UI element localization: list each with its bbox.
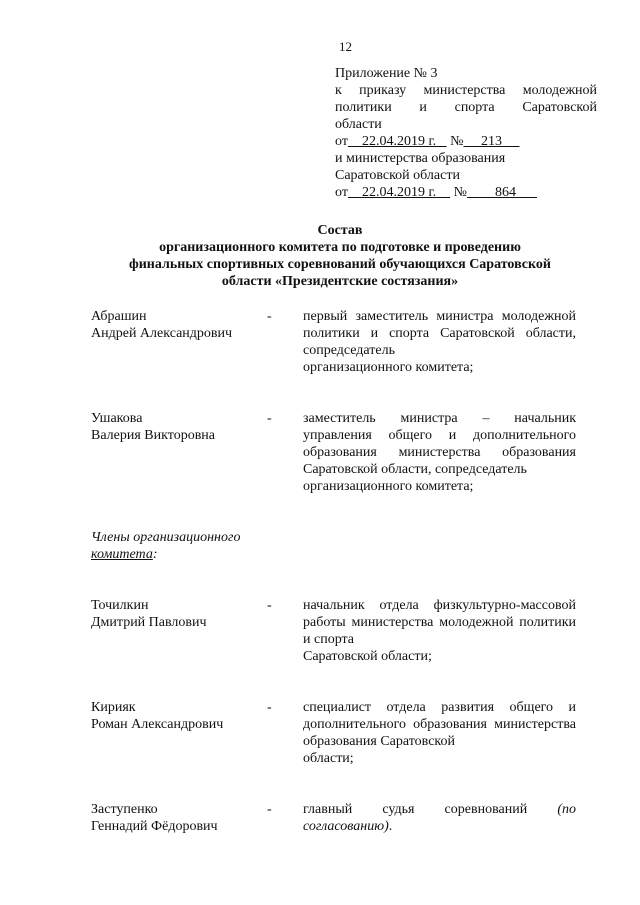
appendix-line-6: Саратовской области [335, 168, 460, 183]
member-role: начальник отдела физкультурно-массовой работы министерства молодежной политики и спорта Саратовской области; [303, 598, 576, 664]
order-2-number: 864 [494, 185, 516, 200]
order-1-prefix: от [335, 134, 348, 149]
member-name: Заступенко Геннадий Фёдорович [91, 802, 218, 834]
member-role: главный судья соревнований (по согласованию). [303, 802, 576, 834]
member-name: Абрашин Андрей Александрович [91, 309, 233, 341]
order-2-date: 22.04.2019 г. [361, 185, 437, 200]
member-row [91, 410, 601, 495]
page-number: 12 [339, 39, 352, 54]
appendix-order-1 [335, 133, 597, 150]
member-role: специалист отдела развития общего и дополнительного образования министерства образования Саратовской области; [303, 700, 576, 766]
heading-line-3: финальных спортивных соревнований обучающихся Саратовской [129, 257, 551, 272]
appendix-line-3: области [335, 117, 382, 132]
member-row [91, 597, 601, 665]
member-row [91, 308, 601, 376]
heading-line-2: организационного комитета по подготовке и проведению [159, 240, 521, 255]
member-role: первый заместитель министра молодежной политики и спорта Саратовской области, сопредседатель организационного комитета; [303, 309, 576, 375]
appendix-order-2 [335, 184, 597, 201]
member-name: Точилкин Дмитрий Павлович [91, 598, 207, 630]
appendix-line-1: к приказу министерства молодежной [335, 83, 597, 98]
appendix-title: Приложение № 3 [335, 66, 438, 81]
member-dash: - [267, 700, 272, 715]
members-section-label: Члены организационного комитета: [91, 530, 241, 562]
order-1-number: 213 [480, 134, 502, 149]
order-2-prefix: от [335, 185, 348, 200]
order-1-date: 22.04.2019 г. [361, 134, 437, 149]
document-heading [80, 222, 600, 290]
members-list [91, 308, 601, 835]
member-name: Ушакова Валерия Викторовна [91, 411, 216, 443]
appendix-header [335, 65, 597, 201]
appendix-line-5: и министерства образования [335, 151, 506, 166]
member-dash: - [267, 309, 272, 324]
member-dash: - [267, 598, 272, 613]
member-row [91, 699, 601, 767]
heading-line-1: Состав [317, 223, 363, 238]
member-dash: - [267, 802, 272, 817]
appendix-line-2: политики и спорта Саратовской [335, 100, 597, 115]
member-role: заместитель министра – начальник управления общего и дополнительного образования министерства образования Саратовской области, сопредседатель организационного комитета; [303, 411, 576, 494]
member-row [91, 801, 601, 835]
member-name: Кирияк Роман Александрович [91, 700, 224, 732]
member-dash: - [267, 411, 272, 426]
order-2-no-label: № [453, 185, 467, 200]
order-1-no-label: № [450, 134, 464, 149]
heading-line-4: области «Президентские состязания» [221, 274, 459, 289]
